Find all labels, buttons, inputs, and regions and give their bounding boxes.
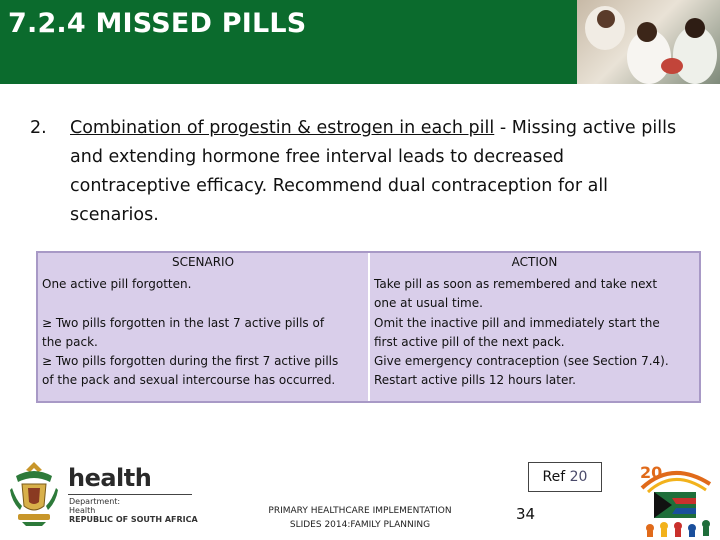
point-text [70,114,680,230]
twenty-years-logo-icon [632,458,716,538]
header-action: ACTION [511,255,558,269]
cell-line: Take pill as soon as remembered and take next [374,277,658,291]
ref-label: Ref [542,469,566,485]
page-number: 34 [516,505,536,523]
table-row-1-action [374,275,696,313]
cell-line: of the pack and sexual intercourse has occurred. [42,373,336,387]
header-scenario: SCENARIO [171,255,235,269]
header-bar [0,0,720,84]
column-divider [368,253,370,401]
cell-line: Omit the inactive pill and immediately start the [374,316,660,330]
point-rest-text: - Missing active pills and extending hormone free interval leads to decreased contraceptive efficacy. Recommend dual contraception for all scenarios. [70,118,677,225]
coat-of-arms-icon [8,460,60,528]
table-row-3-scenario [42,352,366,390]
cell-line: One active pill forgotten. [42,277,192,291]
svg-text:20: 20 [640,463,663,482]
department-of-health-logo [8,458,198,530]
cell-line: ≥ Two pills forgotten in the last 7 active pills of [42,316,325,330]
cell-line: the pack. [42,335,98,349]
cell-line: first active pill of the next pack. [374,335,565,349]
point-number: 2. [30,118,47,138]
cell-line: ≥ Two pills forgotten during the first 7 active pills [42,354,339,368]
ref-number: 20 [569,469,588,485]
table-row-2-action [374,314,696,352]
cell-line: one at usual time. [374,296,483,310]
health-wordmark: health [68,464,152,492]
header-photo-icon [577,0,720,84]
table-row-2-scenario [42,314,366,352]
footer-line-1: PRIMARY HEALTHCARE IMPLEMENTATION [268,506,452,516]
logo-line-republic: REPUBLIC OF SOUTH AFRICA [69,515,198,524]
logo-line-health: Health [69,506,96,515]
missed-pills-table [36,251,701,403]
footer-line-2: SLIDES 2014:FAMILY PLANNING [289,520,431,530]
point-underlined-text: Combination of progestin & estrogen in each pill [70,118,495,138]
page-title: 7.2.4 MISSED PILLS [8,8,307,39]
logo-rule [68,494,192,495]
reference-box [528,462,602,492]
table-row-3-action [374,352,696,390]
table-row-1-scenario [42,275,366,294]
cell-line: Restart active pills 12 hours later. [374,373,576,387]
cell-line: Give emergency contraception (see Section 7.4). [374,354,669,368]
logo-line-department: Department: [69,497,121,506]
footer-text [258,504,462,532]
